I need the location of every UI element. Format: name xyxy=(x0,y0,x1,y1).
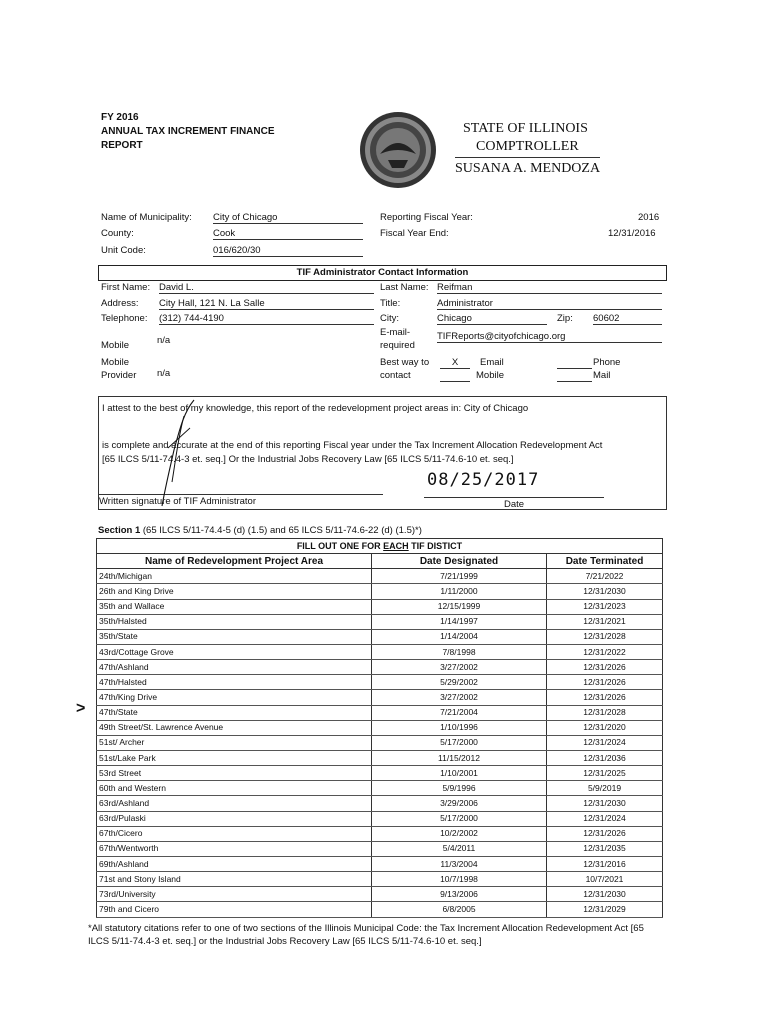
fiscal-year-end-value: 12/31/2016 xyxy=(608,228,656,239)
date-terminated: 7/21/2022 xyxy=(547,569,663,584)
municipality-label: Name of Municipality: xyxy=(101,212,192,223)
date-terminated: 12/31/2030 xyxy=(547,887,663,902)
date-terminated: 12/31/2024 xyxy=(547,811,663,826)
project-area-name: 26th and King Drive xyxy=(97,584,372,599)
table-row xyxy=(97,750,663,765)
date-designated: 12/15/1999 xyxy=(372,599,547,614)
mobile-value: n/a xyxy=(157,335,171,346)
date-terminated: 12/31/2036 xyxy=(547,750,663,765)
date-designated: 7/21/2004 xyxy=(372,705,547,720)
municipality-value: City of Chicago xyxy=(213,212,363,224)
table-row xyxy=(97,614,663,629)
date-designated: 1/11/2000 xyxy=(372,584,547,599)
date-terminated: 12/31/2023 xyxy=(547,599,663,614)
date-terminated: 12/31/2026 xyxy=(547,675,663,690)
date-designated: 3/27/2002 xyxy=(372,660,547,675)
telephone-label: Telephone: xyxy=(101,313,148,324)
date-designated: 11/3/2004 xyxy=(372,856,547,871)
table-row xyxy=(97,675,663,690)
project-area-name: 67th/Wentworth xyxy=(97,841,372,856)
mobile-provider-value: n/a xyxy=(157,368,171,379)
contact-section-title: TIF Administrator Contact Information xyxy=(98,265,667,281)
date-designated: 5/17/2000 xyxy=(372,735,547,750)
zip-value: 60602 xyxy=(593,313,662,325)
date-designated: 5/4/2011 xyxy=(372,841,547,856)
report-header xyxy=(101,111,275,153)
signature-date: 08/25/2017 xyxy=(427,470,540,490)
date-terminated: 12/31/2025 xyxy=(547,766,663,781)
county-value: Cook xyxy=(213,228,363,240)
project-area-name: 51st/ Archer xyxy=(97,735,372,750)
attest-line-2: is complete and accurate at the end of this reporting Fiscal year under the Tax Increment Allocation Redevelopment Act xyxy=(102,440,603,451)
administrator-signature-icon xyxy=(150,398,210,510)
date-designated: 5/29/2002 xyxy=(372,675,547,690)
comptroller-block xyxy=(455,120,600,178)
city-value: Chicago xyxy=(437,313,547,325)
project-area-name: 47th/Ashland xyxy=(97,660,372,675)
date-label: Date xyxy=(424,497,604,510)
attest-line-3: [65 ILCS 5/11-74.4-3 et. seq.] Or the Industrial Jobs Recovery Law [65 ILCS 5/11-74.6-10 et. seq.] xyxy=(102,454,514,465)
date-designated: 10/7/1998 xyxy=(372,872,547,887)
project-area-name: 60th and Western xyxy=(97,781,372,796)
project-area-name: 63rd/Ashland xyxy=(97,796,372,811)
title-label: Title: xyxy=(380,298,401,309)
attest-line-1: I attest to the best of my knowledge, this report of the redevelopment project areas in: City of Chicago xyxy=(102,403,529,414)
fiscal-year-value: 2016 xyxy=(638,212,660,223)
telephone-value: (312) 744-4190 xyxy=(159,313,374,325)
county-label: County: xyxy=(101,228,134,239)
comptroller-name: SUSANA A. MENDOZA xyxy=(455,161,601,176)
project-area-name: 53rd Street xyxy=(97,766,372,781)
phone-option-blank[interactable] xyxy=(557,357,592,369)
date-terminated: 12/31/2030 xyxy=(547,796,663,811)
table-row xyxy=(97,781,663,796)
date-designated: 5/9/1996 xyxy=(372,781,547,796)
date-designated: 7/21/1999 xyxy=(372,569,547,584)
comptroller-state: STATE OF ILLINOIS xyxy=(463,121,588,136)
fiscal-year-label: Reporting Fiscal Year: xyxy=(380,212,473,223)
email-label: E-mail- xyxy=(380,327,411,338)
date-designated: 11/15/2012 xyxy=(372,750,547,765)
date-designated: 7/8/1998 xyxy=(372,644,547,659)
report-title-line2: REPORT xyxy=(101,140,143,151)
project-area-name: 43rd/Cottage Grove xyxy=(97,644,372,659)
best-way-label-2: contact xyxy=(380,370,411,381)
table-row xyxy=(97,872,663,887)
mobile-option-label: Mobile xyxy=(476,370,504,381)
mobile-label: Mobile xyxy=(101,340,129,351)
date-terminated: 5/9/2019 xyxy=(547,781,663,796)
project-area-name: 51st/Lake Park xyxy=(97,750,372,765)
date-designated: 9/13/2006 xyxy=(372,887,547,902)
title-value: Administrator xyxy=(437,298,662,310)
email-option-label: Email xyxy=(480,357,504,368)
date-designated: 6/8/2005 xyxy=(372,902,547,917)
address-label: Address: xyxy=(101,298,139,309)
fiscal-year-end-label: Fiscal Year End: xyxy=(380,228,449,239)
date-designated: 1/14/1997 xyxy=(372,614,547,629)
first-name-value: David L. xyxy=(159,282,374,294)
date-terminated: 12/31/2029 xyxy=(547,902,663,917)
date-terminated: 12/31/2028 xyxy=(547,629,663,644)
table-row xyxy=(97,735,663,750)
date-terminated: 10/7/2021 xyxy=(547,872,663,887)
date-designated: 10/2/2002 xyxy=(372,826,547,841)
mobile-provider-label: Mobile xyxy=(101,357,129,368)
mail-option-label: Mail xyxy=(593,370,611,381)
margin-arrow-mark: > xyxy=(76,700,86,717)
tif-district-table xyxy=(96,538,663,918)
table-row xyxy=(97,690,663,705)
project-area-name: 24th/Michigan xyxy=(97,569,372,584)
statutory-footnote: *All statutory citations refer to one of two sections of the Illinois Municipal Code: the Tax Increment Allocation Redevelopment Act [65 ILCS 5/11-74.4-3 et. seq.] or the Industrial Jobs Recovery Law [65 ILCS 5/11-74.6-10 et. seq.] xyxy=(88,923,644,947)
last-name-value: Reifman xyxy=(437,282,662,294)
last-name-label: Last Name: xyxy=(380,282,429,293)
project-area-name: 47th/King Drive xyxy=(97,690,372,705)
section-1-citation: (65 ILCS 5/11-74.4-5 (d) (1.5) and 65 ILCS 5/11-74.6-22 (d) (1.5)*) xyxy=(140,525,422,536)
email-required-label: required xyxy=(380,340,415,351)
date-terminated: 12/31/2024 xyxy=(547,735,663,750)
project-area-name: 35th and Wallace xyxy=(97,599,372,614)
email-option-mark[interactable]: X xyxy=(440,357,470,369)
zip-label: Zip: xyxy=(557,313,573,324)
project-area-name: 79th and Cicero xyxy=(97,902,372,917)
date-terminated: 12/31/2030 xyxy=(547,584,663,599)
first-name-label: First Name: xyxy=(101,282,151,293)
table-row xyxy=(97,599,663,614)
date-terminated: 12/31/2021 xyxy=(547,614,663,629)
mail-option-blank[interactable] xyxy=(557,370,592,382)
table-row xyxy=(97,796,663,811)
report-title-line1: ANNUAL TAX INCREMENT FINANCE xyxy=(101,126,275,137)
date-designated: 5/17/2000 xyxy=(372,811,547,826)
fiscal-year-heading: FY 2016 xyxy=(101,112,139,123)
project-area-name: 67th/Cicero xyxy=(97,826,372,841)
date-designated: 1/10/1996 xyxy=(372,720,547,735)
table-row xyxy=(97,705,663,720)
project-area-name: 69th/Ashland xyxy=(97,856,372,871)
project-area-name: 35th/Halsted xyxy=(97,614,372,629)
section-1-label: Section 1 xyxy=(98,525,141,536)
project-area-name: 73rd/University xyxy=(97,887,372,902)
section-1-title xyxy=(98,525,422,536)
table-row xyxy=(97,841,663,856)
table-row xyxy=(97,856,663,871)
table-row xyxy=(97,629,663,644)
date-terminated: 12/31/2016 xyxy=(547,856,663,871)
table-row xyxy=(97,569,663,584)
city-label: City: xyxy=(380,313,399,324)
date-designated: 1/10/2001 xyxy=(372,766,547,781)
mobile-option-blank[interactable] xyxy=(440,370,470,382)
date-designated: 1/14/2004 xyxy=(372,629,547,644)
phone-option-label: Phone xyxy=(593,357,621,368)
best-way-label: Best way to xyxy=(380,357,430,368)
table-row xyxy=(97,584,663,599)
date-terminated: 12/31/2026 xyxy=(547,690,663,705)
project-area-name: 49th Street/St. Lawrence Avenue xyxy=(97,720,372,735)
date-terminated: 12/31/2028 xyxy=(547,705,663,720)
table-row xyxy=(97,644,663,659)
unit-code-label: Unit Code: xyxy=(101,245,146,256)
unit-code-value: 016/620/30 xyxy=(213,245,363,257)
signature-label: Written signature of TIF Administrator xyxy=(99,494,383,507)
project-area-name: 47th/Halsted xyxy=(97,675,372,690)
column-header-designated: Date Designated xyxy=(372,554,547,569)
table-row xyxy=(97,826,663,841)
email-value: TIFReports@cityofchicago.org xyxy=(437,331,662,343)
date-terminated: 12/31/2022 xyxy=(547,644,663,659)
date-designated: 3/27/2002 xyxy=(372,690,547,705)
table-row xyxy=(97,720,663,735)
project-area-name: 35th/State xyxy=(97,629,372,644)
project-area-name: 63rd/Pulaski xyxy=(97,811,372,826)
date-terminated: 12/31/2026 xyxy=(547,826,663,841)
column-header-name: Name of Redevelopment Project Area xyxy=(97,554,372,569)
state-seal-icon xyxy=(358,110,438,190)
date-terminated: 12/31/2020 xyxy=(547,720,663,735)
table-row xyxy=(97,902,663,917)
address-value: City Hall, 121 N. La Salle xyxy=(159,298,374,310)
date-terminated: 12/31/2035 xyxy=(547,841,663,856)
fill-out-instruction: FILL OUT ONE FOR EACH TIF DISTICT xyxy=(97,539,663,554)
table-row xyxy=(97,660,663,675)
date-terminated: 12/31/2026 xyxy=(547,660,663,675)
table-row xyxy=(97,811,663,826)
project-area-name: 71st and Stony Island xyxy=(97,872,372,887)
table-row xyxy=(97,887,663,902)
date-designated: 3/29/2006 xyxy=(372,796,547,811)
mobile-provider-label-2: Provider xyxy=(101,370,137,381)
project-area-name: 47th/State xyxy=(97,705,372,720)
comptroller-office: COMPTROLLER xyxy=(455,138,600,158)
table-row xyxy=(97,766,663,781)
column-header-terminated: Date Terminated xyxy=(547,554,663,569)
